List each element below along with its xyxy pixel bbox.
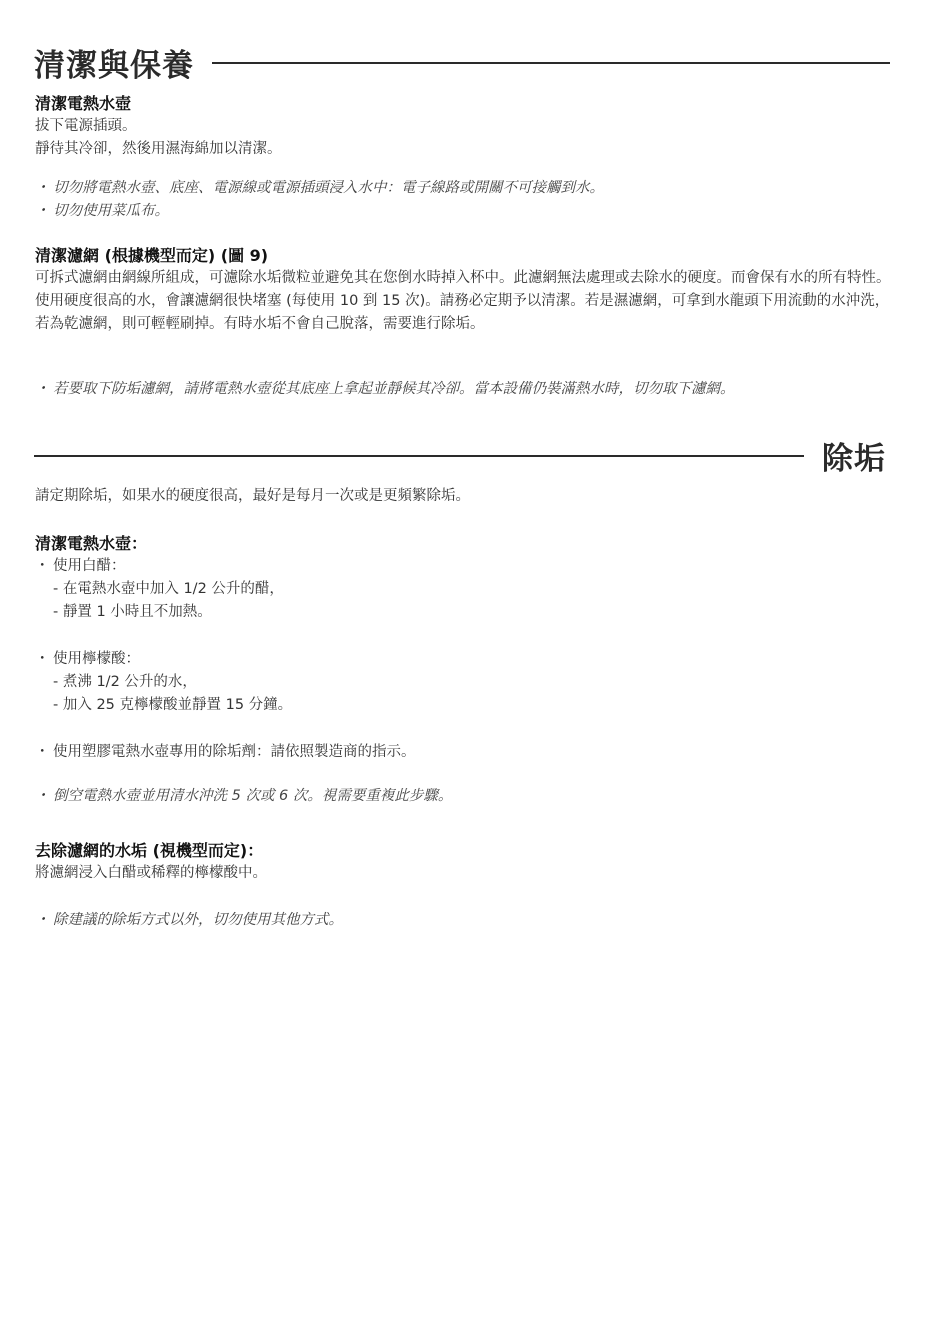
subheading: 清潔電熱水壺 <box>35 94 132 113</box>
step-item: - 靜置 1 小時且不加熱。 <box>53 604 212 620</box>
header-rule <box>212 62 890 64</box>
step-item: - 煮沸 1/2 公升的水， <box>53 674 197 690</box>
warning-note: ・ 切勿將電熱水壺、底座、電源線或電源插頭浸入水中：電子線路或開關不可接觸到水。 <box>35 180 604 196</box>
warning-note: ・ 切勿使用菜瓜布。 <box>35 203 169 219</box>
section-header-cleaning <box>34 40 890 85</box>
section-title: 除垢 <box>822 441 886 477</box>
clean-filter-block <box>35 245 891 336</box>
header-rule <box>34 455 804 457</box>
section-header-descale <box>34 433 886 478</box>
clean-kettle-block <box>35 93 891 223</box>
descale-kettle-block <box>35 533 891 808</box>
subheading: 清潔電熱水壺： <box>35 534 148 553</box>
method-plastic: ・ 使用塑膠電熱水壺專用的除垢劑：請依照製造商的指示。 <box>35 744 416 760</box>
text-line: 拔下電源插頭。 <box>35 118 137 134</box>
warning-note: ・ 若要取下防垢濾網，請將電熱水壺從其底座上拿起並靜候其冷卻。當本設備仍裝滿熱水時，切勿取下濾網。 <box>35 381 735 397</box>
intro-text: 請定期除垢，如果水的硬度很高，最好是每月一次或是更頻繁除垢。 <box>35 488 470 504</box>
method-vinegar: ・ 使用白醋： <box>35 558 126 574</box>
descale-intro-block <box>35 485 891 508</box>
section-title: 清潔與保養 <box>34 48 194 84</box>
step-item: - 在電熱水壺中加入 1/2 公升的醋， <box>53 581 284 597</box>
warning-note: ・ 倒空電熱水壺並用清水沖洗 5 次或 6 次。視需要重複此步驟。 <box>35 788 453 804</box>
text-line: 將濾網浸入白醋或稀釋的檸檬酸中。 <box>35 865 267 881</box>
descale-filter-block <box>35 840 891 932</box>
subheading: 去除濾網的水垢 (視機型而定)： <box>35 841 264 860</box>
step-item: - 加入 25 克檸檬酸並靜置 15 分鐘。 <box>53 697 293 713</box>
warning-note: ・ 除建議的除垢方式以外，切勿使用其他方式。 <box>35 912 343 928</box>
method-citric: ・ 使用檸檬酸： <box>35 651 140 667</box>
filter-note-block <box>35 378 891 401</box>
filter-paragraph: 可拆式濾網由網線所組成，可濾除水垢微粒並避免其在您倒水時掉入杯中。此濾網無法處理或去除水的硬度。而會保有水的所有特性。使用硬度很高的水，會讓濾網很快堵塞 (每使用 10 到 15 次)。請務必定期予以清潔。若是濕濾網，可拿到水龍頭下用流動的水沖洗，若為乾濾網，則可輕輕刷掉。有時水垢不會自己脫落，需要進行除垢。 <box>35 270 891 332</box>
subheading: 清潔濾網 (根據機型而定) (圖 9) <box>35 246 269 265</box>
text-line: 靜待其冷卻，然後用濕海綿加以清潔。 <box>35 141 282 157</box>
